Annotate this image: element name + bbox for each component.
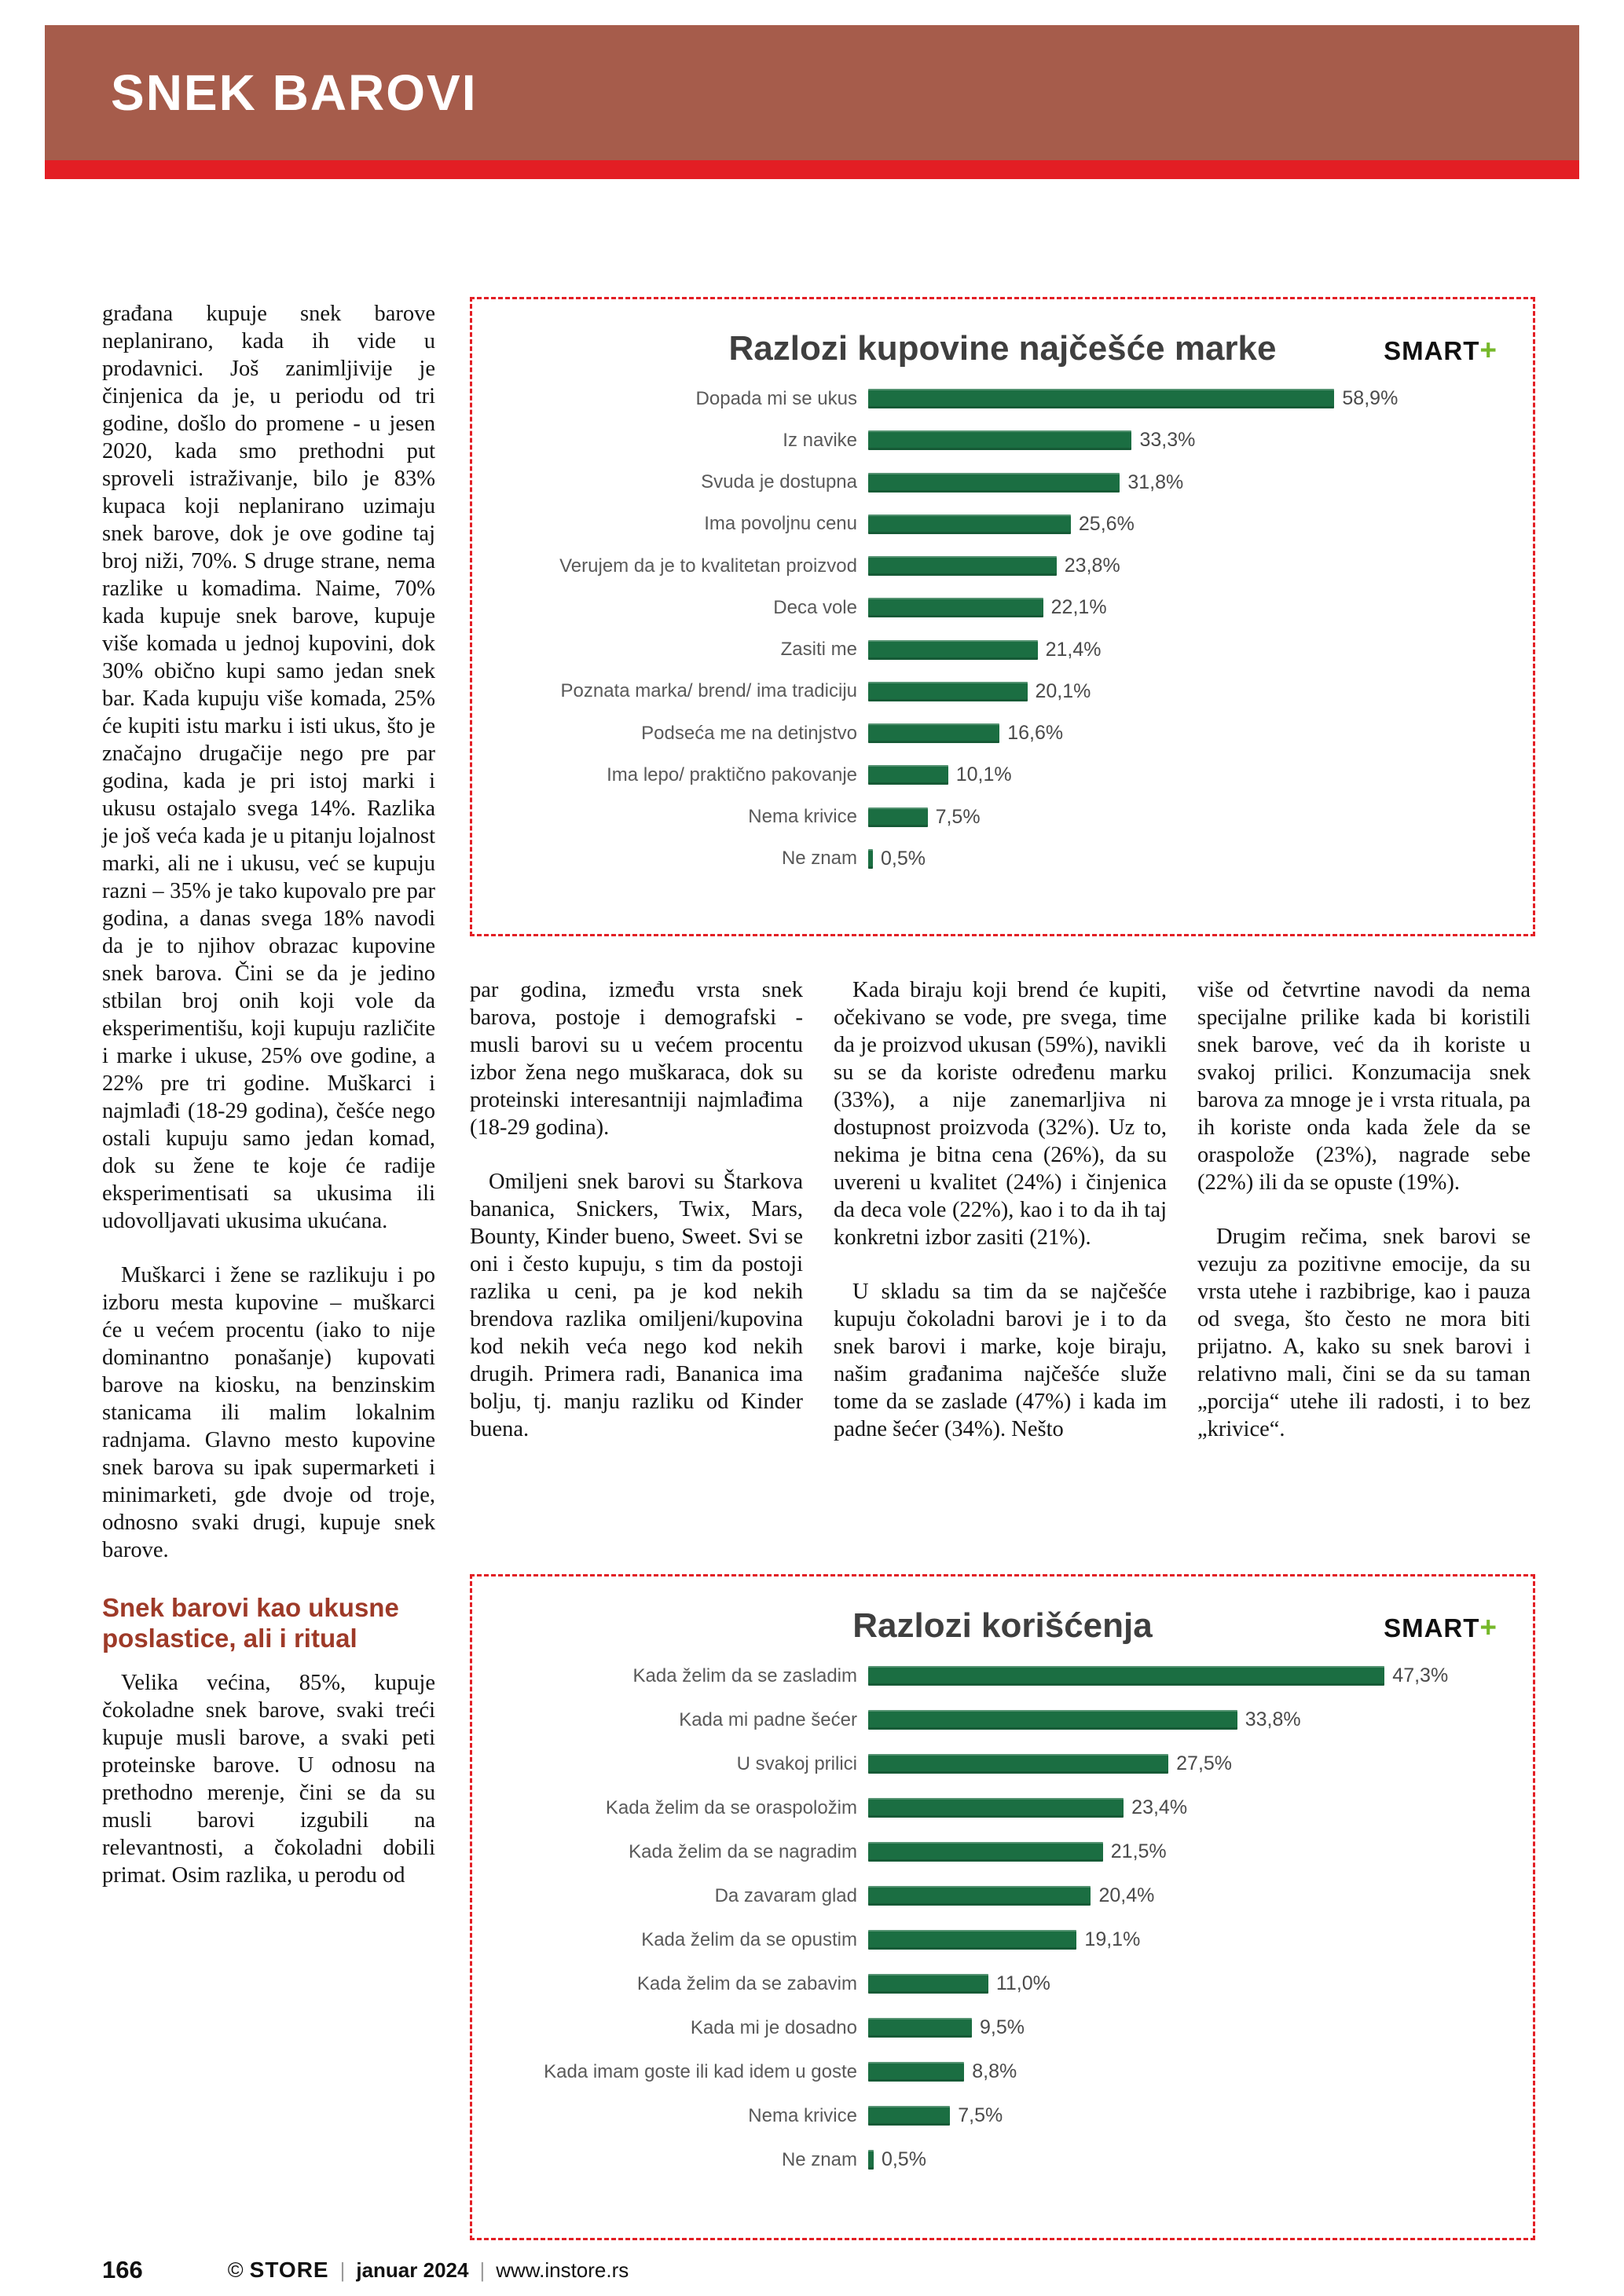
chart-title: Razlozi kupovine najčešće marke bbox=[728, 329, 1277, 368]
chart-bar-row bbox=[500, 848, 1501, 870]
chart-bar bbox=[868, 807, 928, 827]
chart-value-label: 22,1% bbox=[1050, 596, 1107, 619]
chart-bar-row bbox=[500, 1752, 1501, 1775]
chart-bar bbox=[868, 1798, 1124, 1818]
smart-logo-plus-icon: + bbox=[1479, 1611, 1498, 1643]
paragraph: Velika većina, 85%, kupuje čokoladne snek barove, svaki treći kupuje musli barove, a svaki peti proteinske barove. U odnosu na prethodno merenje, čini se da su musli barovi izgubili na relevantnosti, a čokoladni dobili primat. Osim razlika, u perodu od bbox=[102, 1671, 435, 1888]
chart-bar bbox=[868, 2150, 874, 2170]
chart-category-label: Poznata marka/ brend/ ima tradiciju bbox=[560, 680, 857, 702]
chart-category-label: Kada želim da se zabavim bbox=[636, 1972, 857, 1994]
chart-value-label: 16,6% bbox=[1007, 722, 1064, 745]
chart-value-label: 23,8% bbox=[1064, 555, 1120, 577]
chart-bar bbox=[868, 430, 1131, 450]
chart-bar-row bbox=[500, 1928, 1501, 1951]
chart-value-label: 21,4% bbox=[1045, 638, 1102, 661]
footer-brand: STORE bbox=[249, 2258, 329, 2282]
chart-bar bbox=[868, 1886, 1091, 1906]
article-column-2 bbox=[470, 976, 803, 1443]
chart-category-label: Nema krivice bbox=[748, 2104, 857, 2126]
chart-bar-track bbox=[868, 848, 1501, 870]
chart-bar bbox=[868, 682, 1028, 701]
paragraph: Kada biraju koji brend će kupiti, očekivano se vode, pre svega, time da je proizvod ukusan (59%), navikli su se da koriste određenu marku (33%), a nije zanemarljiva ni dostupnost proizvoda (32%). Uz to, nekima je bitna cena (26%), da su uvereni u kvalitet (24%) i činjenica da deca vole (22%), kao i to da ih taj konkretni izbor zasiti (21%). bbox=[834, 978, 1167, 1250]
chart-bar-track bbox=[868, 596, 1501, 619]
chart-bar-row bbox=[500, 1840, 1501, 1863]
chart-bar bbox=[868, 2106, 950, 2126]
smart-logo-plus-icon: + bbox=[1479, 334, 1498, 366]
chart-category-label: Dopada mi se ukus bbox=[695, 387, 857, 409]
chart-bars-area bbox=[500, 387, 1501, 870]
chart-bar-track bbox=[868, 806, 1501, 829]
chart-bar-track bbox=[868, 471, 1501, 494]
chart-category-label: Zasiti me bbox=[780, 639, 857, 661]
chart-bar-track bbox=[868, 2060, 1501, 2083]
chart-category-label: Kada mi je dosadno bbox=[690, 2016, 857, 2038]
chart-bar-row bbox=[500, 596, 1501, 619]
chart-bar-row bbox=[500, 1884, 1501, 1907]
chart-value-label: 25,6% bbox=[1078, 512, 1135, 535]
chart-bar bbox=[868, 556, 1057, 576]
chart-bar-row bbox=[500, 555, 1501, 577]
chart-value-label: 58,9% bbox=[1342, 387, 1399, 409]
chart-bar-track bbox=[868, 1708, 1501, 1731]
page-number: 166 bbox=[102, 2256, 143, 2283]
chart-bar-row bbox=[500, 639, 1501, 661]
section-heading: Snek barovi kao ukusne poslastice, ali i ritual bbox=[102, 1593, 399, 1653]
chart-bar-track bbox=[868, 1840, 1501, 1863]
chart-bar-row bbox=[500, 680, 1501, 703]
chart-bar-track bbox=[868, 2148, 1501, 2171]
chart-bar bbox=[868, 723, 999, 743]
chart-bar-track bbox=[868, 2016, 1501, 2039]
chart-bar-track bbox=[868, 680, 1501, 703]
footer-website: www.instore.rs bbox=[496, 2258, 629, 2282]
chart-bar-row bbox=[500, 722, 1501, 745]
banner-red-stripe bbox=[45, 160, 1579, 179]
chart-bar-row bbox=[500, 2148, 1501, 2171]
chart-category-label: Svuda je dostupna bbox=[701, 471, 857, 493]
chart-bar bbox=[868, 473, 1120, 493]
chart-value-label: 47,3% bbox=[1392, 1664, 1449, 1686]
smart-logo-text: SMART bbox=[1384, 1613, 1480, 1642]
chart-value-label: 20,1% bbox=[1035, 679, 1091, 702]
paragraph: Muškarci i žene se razlikuju i po izboru mesta kupovine – muškarci će u većem procentu (iako to nije dominantno ponašanje) kupovati barove na kiosku, na benzinskim stanicama ili malim lokalnim radnjama. Glavno mesto kupovine snek barova su ipak supermarketi i minimarketi, gde dvoje od troje, odnosno svaki drugi, kupuje snek barove. bbox=[102, 1263, 435, 1562]
page-title: SNEK BAROVI bbox=[111, 64, 478, 121]
chart-bar bbox=[868, 1930, 1076, 1950]
chart-bar bbox=[868, 2018, 972, 2038]
chart-category-label: Da zavaram glad bbox=[714, 1884, 857, 1906]
smart-logo-text: SMART bbox=[1384, 336, 1480, 365]
chart-value-label: 0,5% bbox=[881, 2148, 926, 2170]
chart-category-label: Ima lepo/ praktično pakovanje bbox=[607, 764, 857, 785]
chart-value-label: 8,8% bbox=[972, 2060, 1017, 2082]
chart-value-label: 9,5% bbox=[980, 2016, 1025, 2038]
chart-bar-row bbox=[500, 513, 1501, 536]
chart-bar-track bbox=[868, 555, 1501, 577]
chart-bar-track bbox=[868, 1752, 1501, 1775]
footer-issue-date: januar 2024 bbox=[356, 2258, 469, 2282]
chart-bar-row bbox=[500, 471, 1501, 494]
instore-logo-icon: © bbox=[227, 2258, 244, 2282]
chart-bar-row bbox=[500, 1708, 1501, 1731]
chart-category-label: Kada želim da se nagradim bbox=[629, 1840, 857, 1862]
paragraph: više od četvrtine navodi da nema specijalne prilike kada bi koristili snek barove, već da ih koriste u svakoj prilici. Konzumacija snek barova za mnoge je i vrsta rituala, pa ih koriste onda kada žele da se oraspolože (23%), nagrade sebe (22%) ili da se opuste (19%). bbox=[1197, 978, 1531, 1195]
page-footer bbox=[102, 2256, 629, 2284]
chart-bar-track bbox=[868, 1928, 1501, 1951]
chart-bar-row bbox=[500, 806, 1501, 829]
footer-separator: | bbox=[339, 2258, 346, 2282]
chart-bars-area bbox=[500, 1664, 1501, 2171]
chart-bar bbox=[868, 640, 1038, 660]
chart-value-label: 21,5% bbox=[1110, 1840, 1167, 1862]
chart-category-label: Deca vole bbox=[773, 596, 857, 618]
paragraph: građana kupuje snek barove neplanirano, kada ih vide u prodavnici. Još zanimljivije je činjenica da je, u periodu od tri godine, došlo do promene - u jesen 2020, kada smo prethodni put sproveli istraživanje, bilo je 83% kupaca koji neplanirano uzimaju snek barove, dok je ove godine taj broj niži, 70%. S druge strane, nema razlike u komadima. Naime, 70% kada kupuje snek barove, kupuje više komada u jednoj kupovini, dok 30% obično kupi samo jedan snek bar. Kada kupuju više komada, 25% će kupiti istu marku i isti ukus, što je značajno drugačije nego pre par godina, kada je pri istoj marki i ukusu ostajalo svega 14%. Razlika je još veća kada je u pitanju lojalnost marki, ali ne i ukusu, već se kupuju razni – 35% je tako kupovalo pre par godina, a danas svega 18% navodi da je to njihov obrazac kupovine snek barova. Čini se da je jedino stbilan broj onih koji vole da eksperimentišu, koji kupuju različite i marke i ukuse, 25% ove godine, a 22% pre tri godine. Muškarci i najmlađi (18-29 godina), češće nego ostali kupuju samo jedan komad, dok su žene te koje će radije eksperimentisati sa ukusima ili udovolljavati ukusima ukućana. bbox=[102, 302, 435, 1233]
chart-bar-track bbox=[868, 513, 1501, 536]
chart-value-label: 7,5% bbox=[958, 2104, 1003, 2126]
chart-bar bbox=[868, 1754, 1168, 1774]
chart-bar bbox=[868, 598, 1043, 617]
chart-bar bbox=[868, 1710, 1237, 1730]
chart-category-label: Iz navike bbox=[783, 429, 857, 451]
article-column-4 bbox=[1197, 976, 1531, 1443]
chart-value-label: 19,1% bbox=[1084, 1928, 1141, 1950]
chart-category-label: Ne znam bbox=[781, 848, 857, 870]
chart-bar-row bbox=[500, 387, 1501, 410]
paragraph: Omiljeni snek barovi su Štarkova bananica, Snickers, Twix, Mars, Bounty, Kinder bueno, Sweet. Svi se oni i često kupuju, s tim da postoji razlika u ceni, pa je kod nekih brendova razlika omiljeni/kupovina kod nekih veća nego kod nekih drugih. Primera radi, Bananica ima bolju, tj. manju razliku od Kinder buena. bbox=[470, 1170, 803, 1441]
chart-category-label: Kada mi padne šećer bbox=[679, 1708, 857, 1730]
chart-bar-track bbox=[868, 764, 1501, 786]
smart-logo bbox=[1384, 1611, 1498, 1644]
paragraph: U skladu sa tim da se najčešće kupuju čokoladni barovi je i to da snek barovi i marke, koje biraju, našim građanima najčešće služe tome da se zaslade (47%) i kada im padne šećer (34%). Nešto bbox=[834, 1280, 1167, 1441]
chart-bar bbox=[868, 2062, 964, 2082]
chart-title: Razlozi korišćenja bbox=[852, 1606, 1153, 1645]
paragraph: par godina, između vrsta snek barova, postoje i demografski - musli barovi su u većem procentu izbor žena nego muškaraca, dok su proteinski interesantniji najmlađima (18-29 godina). bbox=[470, 978, 803, 1140]
chart-header bbox=[508, 329, 1498, 379]
chart-value-label: 10,1% bbox=[955, 764, 1012, 786]
section-banner bbox=[45, 25, 1579, 160]
smart-logo bbox=[1384, 334, 1498, 367]
chart-category-label: Ne znam bbox=[781, 2148, 857, 2170]
chart-value-label: 23,4% bbox=[1131, 1796, 1188, 1818]
chart-bar bbox=[868, 1666, 1384, 1686]
chart-bar-row bbox=[500, 429, 1501, 452]
chart-category-label: Nema krivice bbox=[748, 806, 857, 828]
chart-value-label: 20,4% bbox=[1098, 1884, 1155, 1906]
chart-category-label: Verujem da je to kvalitetan proizvod bbox=[559, 555, 857, 577]
chart-value-label: 0,5% bbox=[881, 847, 926, 870]
chart-bar-track bbox=[868, 1884, 1501, 1907]
chart-bar-row bbox=[500, 1796, 1501, 1819]
paragraph: Drugim rečima, snek barovi se vezuju za pozitivne emocije, da su vrsta utehe i razbibrige, kao i pauza od svega, što često ne mora biti prijatno. A, kako su snek barovi i relativno mali, čini se da su taman „porcija“ utehe ili radosti, i to bez „krivice“. bbox=[1197, 1225, 1531, 1441]
chart-category-label: Kada želim da se opustim bbox=[641, 1928, 857, 1950]
chart-bar-track bbox=[868, 1664, 1501, 1687]
chart-bar-track bbox=[868, 429, 1501, 452]
chart-bar-track bbox=[868, 1796, 1501, 1819]
chart-category-label: Podseća me na detinjstvo bbox=[641, 722, 857, 744]
chart-value-label: 33,3% bbox=[1139, 429, 1196, 452]
chart-bar-row bbox=[500, 764, 1501, 786]
chart-bar bbox=[868, 389, 1334, 408]
chart-bar-track bbox=[868, 639, 1501, 661]
chart-razlozi-koriscenja bbox=[470, 1574, 1535, 2240]
chart-bar-track bbox=[868, 387, 1501, 410]
chart-razlozi-kupovine bbox=[470, 297, 1535, 936]
article-column-3 bbox=[834, 976, 1167, 1443]
chart-category-label: Kada imam goste ili kad idem u goste bbox=[544, 2060, 857, 2082]
chart-bar bbox=[868, 849, 873, 869]
chart-bar bbox=[868, 1974, 988, 1994]
chart-header bbox=[508, 1606, 1498, 1657]
chart-category-label: Kada želim da se oraspoložim bbox=[605, 1796, 857, 1818]
chart-bar bbox=[868, 765, 948, 785]
chart-value-label: 31,8% bbox=[1127, 471, 1184, 493]
chart-bar-row bbox=[500, 1664, 1501, 1687]
chart-bar-row bbox=[500, 2016, 1501, 2039]
chart-bar bbox=[868, 514, 1071, 534]
chart-bar-track bbox=[868, 2104, 1501, 2127]
chart-category-label: U svakoj prilici bbox=[736, 1752, 857, 1774]
chart-bar-track bbox=[868, 1972, 1501, 1995]
chart-bar-track bbox=[868, 722, 1501, 745]
footer-separator: | bbox=[479, 2258, 486, 2282]
chart-value-label: 7,5% bbox=[935, 805, 981, 828]
chart-category-label: Kada želim da se zasladim bbox=[632, 1664, 857, 1686]
chart-bar-row bbox=[500, 1972, 1501, 1995]
chart-category-label: Ima povoljnu cenu bbox=[704, 513, 857, 535]
chart-bar-row bbox=[500, 2060, 1501, 2083]
article-column-1 bbox=[102, 300, 435, 1889]
chart-bar bbox=[868, 1842, 1103, 1862]
chart-value-label: 33,8% bbox=[1245, 1708, 1301, 1730]
chart-value-label: 11,0% bbox=[995, 1972, 1050, 1994]
chart-value-label: 27,5% bbox=[1176, 1752, 1233, 1774]
chart-bar-row bbox=[500, 2104, 1501, 2127]
